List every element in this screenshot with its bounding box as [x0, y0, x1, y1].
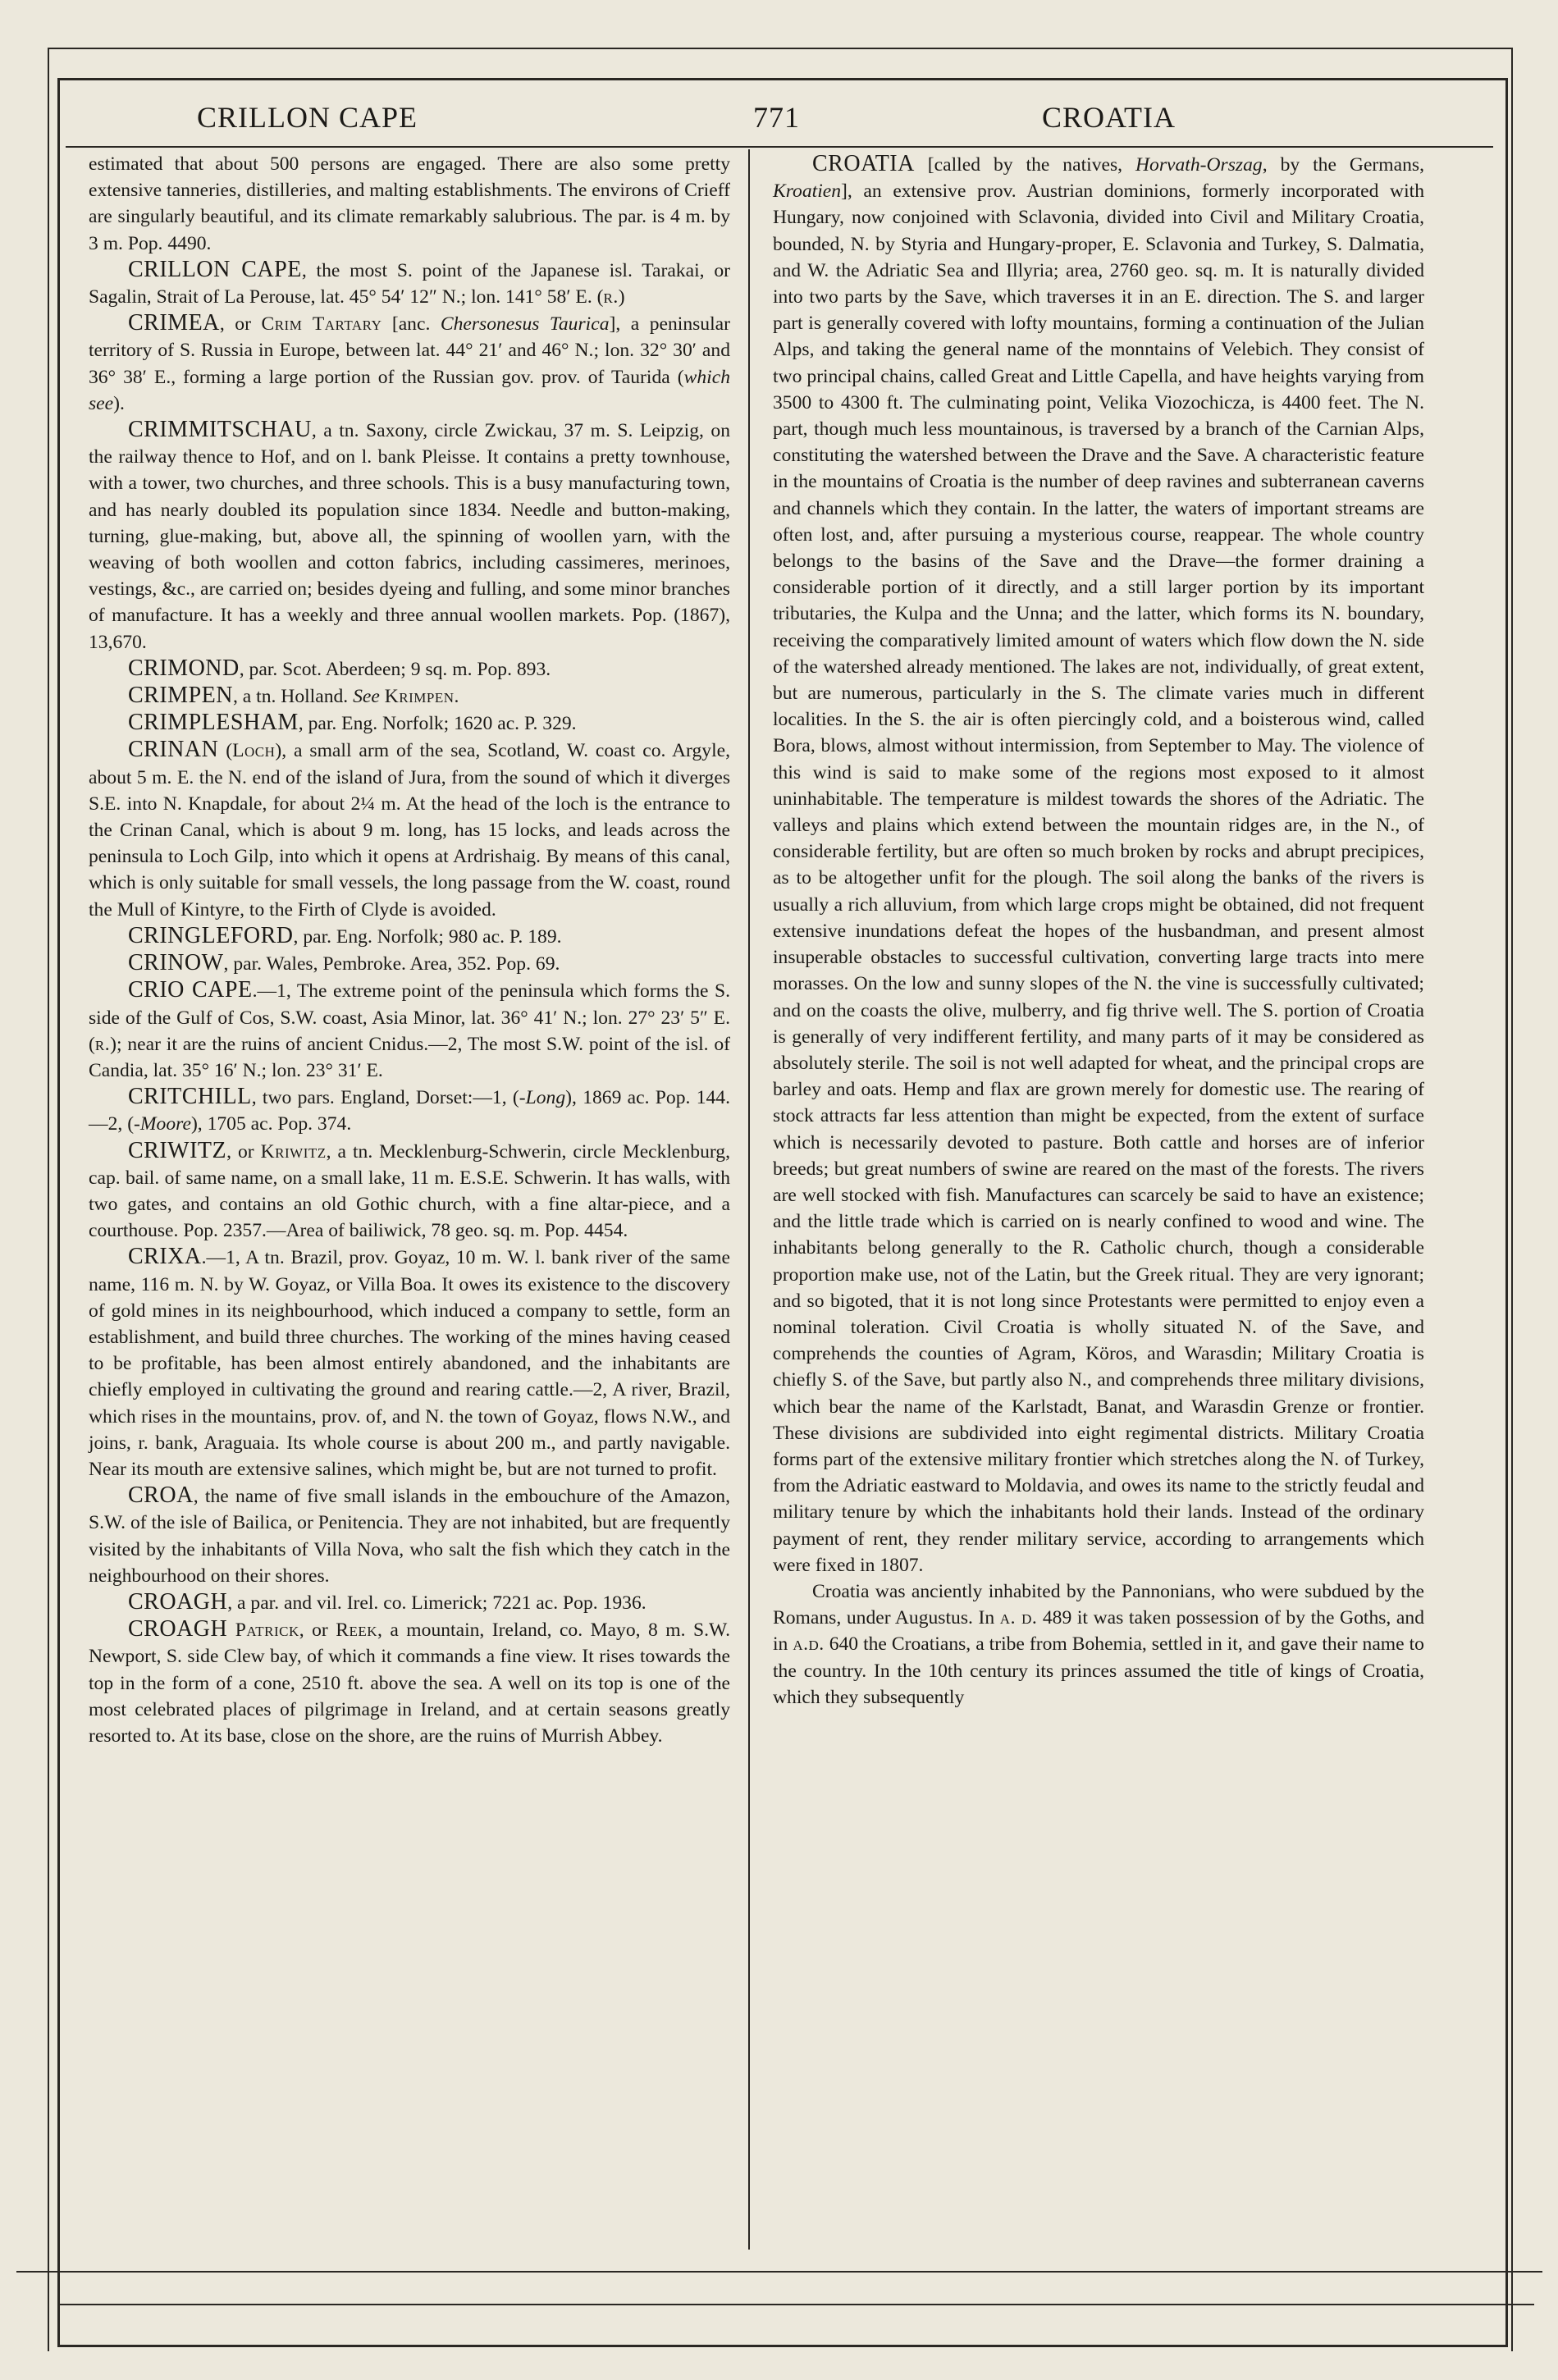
right-column [773, 151, 1424, 1711]
entry-paragraph [773, 151, 1424, 1578]
header-left-title: CRILLON CAPE [197, 101, 418, 134]
page-number: 771 [753, 101, 800, 134]
entry-text: Chersonesus Taurica [440, 313, 610, 336]
entry-paragraph [89, 310, 730, 417]
entry-text: r. [603, 286, 619, 308]
entry-text: .—1, The extreme point of the peninsula which forms the S. side of the Gulf of Cos, S.W. coast, Asia Minor, lat. 36° 41′ N.; lon. 27° 23′ 5″ E. ( [89, 980, 730, 1055]
entry-paragraph [89, 737, 730, 922]
entry-text: ); near it are the ruins of ancient Cnidus.—2, The most S.W. point of the isl. of Candia, lat. 35° 16′ N.; lon. 23° 31′ E. [89, 1033, 730, 1081]
entry-paragraph [89, 1138, 730, 1245]
entry-text: , a tn. Holland. [232, 686, 354, 708]
entry-text: a. d. [999, 1607, 1038, 1629]
entry-paragraph [89, 923, 730, 950]
entry-text: , a par. and vil. Irel. co. Limerick; 7221 ac. Pop. 1936. [227, 1592, 647, 1614]
entry-text [227, 1619, 235, 1641]
entry-text: ) [618, 286, 625, 308]
entry-text: ), a small arm of the sea, Scotland, W. coast co. Argyle, about 5 m. E. the N. end of the island of Jura, from the sound of which it diverges S.E. into N. Knapdale, for about 2¼ m. At the head of the loch is the entrance to the Crinan Canal, which is about 9 m. long, has 15 locks, and leads across the peninsula to Loch Gilp, into which it opens at Ardrishaig. By means of this canal, which is only suitable for small vessels, the long passage from the W. coast, round the Mull of Kintyre, to the Firth of Clyde is avoided. [89, 740, 731, 920]
entry-paragraph [89, 1616, 730, 1749]
entry-text: Horvath-Orszag [1135, 154, 1263, 176]
entry-paragraph [89, 710, 730, 737]
entry-text: a.d. [793, 1633, 825, 1656]
entry-paragraph [89, 151, 730, 257]
entry-text: [called by the natives, [914, 154, 1136, 176]
entry-text: , or [219, 313, 262, 336]
entry-text: -Moore [134, 1113, 191, 1135]
entry-headword: CRILLON CAPE [128, 256, 302, 282]
entry-text: , or [226, 1140, 261, 1163]
entry-headword: CRITCHILL [128, 1084, 252, 1110]
entry-text: -Long [519, 1087, 566, 1109]
entry-text: 640 the Croatians, a tribe from Bohemia, settled in it, and gave their name to the country. In the 10th century its princes assumed the title of kings of Croatia, which they subsequently [773, 1633, 1424, 1708]
entry-paragraph [89, 1084, 730, 1137]
entry-text: ), 1869 ac. Pop. 144.—2, ( [89, 1087, 730, 1135]
entry-headword: CRIMEA [128, 310, 220, 336]
entry-text: , two pars. England, Dorset:—1, ( [251, 1087, 519, 1109]
entry-headword: CROAGH [128, 1616, 228, 1642]
entry-text: ). [113, 392, 125, 414]
entry-paragraph [89, 1482, 730, 1589]
entry-text: which see [89, 366, 730, 414]
entry-paragraph [89, 683, 730, 710]
entry-headword: CROAGH [128, 1588, 228, 1615]
entry-paragraph [89, 257, 730, 310]
entry-text: Kriwitz [260, 1140, 327, 1163]
entry-paragraph [773, 1578, 1424, 1711]
entry-paragraph [89, 1589, 730, 1616]
entry-text: r. [94, 1033, 111, 1055]
entry-text: , par. Eng. Norfolk; 1620 ac. P. 329. [298, 713, 577, 735]
entry-text: ), 1705 ac. Pop. 374. [190, 1113, 352, 1135]
entry-headword: CRINAN [128, 737, 219, 763]
entry-text: ], an extensive prov. Austrian dominions, formerly incorporated with Hungary, now conjoined with Sclavonia, divided into Civil and Military Croatia, bounded, N. by Styria and Hungary-proper, E. Sclavonia and Turkey, S. Dalmatia, and W. the Adriatic Sea and Illyria; area, 2760 geo. sq. m. It is naturally divided into two parts by the Save, which traverses it in an E. direction. The S. and larger part is generally covered with lofty mountains, forming a continuation of the Julian Alps, and taking the general name of the monntains of Velebich. They consist of two principal chains, called Great and Little Capella, and have heights varying from 3500 to 4300 ft. The culminating point, Velika Viozochicza, is 4400 feet. The N. part, though much less mountainous, is traversed by a branch of the Carnian Alps, constituting the watershed between the Drave and the Save. A characteristic feature in the mountains of Croatia is the number of deep ravines and subterranean caverns and channels which they contain. In the latter, the waters of important streams are often lost, and, after pursuing a mysterious course, reappear. The whole country belongs to the basins of the Save and the Drave—the former draining a considerable portion of it directly, and a still larger portion by its important tributaries, the Kulpa and the Unna; and the latter, which forms its N. boundary, receiving the comparatively limited amount of waters which flow down the N. side of the watershed already mentioned. The lakes are not, individually, of great extent, but are numerous, particularly in the S. The climate varies much in different localities. In the S. the air is often piercingly cold, and a boisterous wind, called Bora, blows, almost without intermission, from September to May. The violence of this wind is said to make some of the regions most exposed to it almost uninhabitable. The temperature is mildest towards the shores of the Adriatic. The valleys and plains which extend between the mountain ridges are, in the N., of considerable fertility, but are often so much broken by rocks and abrupt precipices, as to be altogether unfit for the plough. The soil along the banks of the rivers is usually a rich alluvium, from which large crops might be obtained, did not frequent extensive inundations defeat the hopes of the husbandman, and present almost insuperable obstacles to successful cultivation, converting large tracts into mere morasses. On the low and sunny slopes of the N. the vine is successfully cultivated; and on the coasts the olive, mulberry, and fig thrive well. The S. portion of Croatia is generally of very indifferent fertility, and many parts of it may be considered as absolutely sterile. The soil is not well adapted for wheat, and the principal crops are barley and oats. Hemp and flax are grown merely for domestic use. The rearing of stock attracts far less attention than might be expected, from the extent of surface which is necessarily devoted to pasture. Both cattle and horses are of inferior breeds; but great numbers of swine are reared on the mast of the forests. The rivers are well stocked with fish. Manufactures can scarcely be said to have an existence; and the little trade which is carried on is nearly confined to wood and wine. The inhabitants belong generally to the R. Catholic church, though a considerable proportion make use, not of the Latin, but the Greek ritual. They are very ignorant; and so bigoted, that it is not long since Protestants were permitted to enjoy even a nominal toleration. Civil Croatia is wholly situated N. of the Save, and comprehends the counties of Agram, Köros, and Warasdin; Military Croatia is chiefly S. of the Save, but partly also N., and comprehends three military divisions, which bear the name of the Karlstadt, Banat, and Warasdin Grenze or frontier. These divisions are subdivided into eight regimental districts. Military Croatia forms part of the extensive military frontier which stretches along the N. of Turkey, from the Adriatic eastward to Moldavia, and owes its name to the strictly feudal and military tenure by which the inhabitants hold their lands. Instead of the ordinary payment of rent, they render military service, according to arrangements which were fixed in 1807. [773, 180, 1424, 1576]
entry-text: .—1, A tn. Brazil, prov. Goyaz, 10 m. W. l. bank river of the same name, 116 m. N. by W. Goyaz, or Villa Boa. It owes its existence to the discovery of gold mines in its neighbourhood, which induced a company to settle, form an establishment, and build three churches. The working of the mines having ceased to be profitable, has been almost entirely abandoned, and the inhabitants are chiefly employed in cultivating the ground and rearing cattle.—2, A river, Brazil, which rises in the mountains, prov. of, and N. the town of Goyaz, flows N.W., and joins, r. bank, Araguaia. Its whole course is about 200 m., and partly navigable. Near its mouth are extensive salines, which might be, but are not turned to profit. [89, 1247, 730, 1480]
entry-text: ( [218, 740, 233, 762]
entry-text: , by the Germans, [1262, 154, 1424, 176]
entry-text: , par. Wales, Pembroke. Area, 352. Pop. 69. [223, 953, 560, 975]
entry-text: ], a peninsular territory of S. Russia in Europe, between lat. 44° 21′ and 46° N.; lon. 32° 30′ and 36° 38′ E., forming a large portion of the Russian gov. prov. of Taurida ( [89, 313, 730, 388]
entry-text: , or [299, 1619, 336, 1642]
entry-text: , a tn. Saxony, circle Zwickau, 37 m. S. Leipzig, on the railway thence to Hof, and on l. bank Pleisse. It contains a pretty townhouse, with a tower, two churches, and three schools. This is a busy manufacturing town, and has nearly doubled its population since 1834. Needle and button-making, turning, glue-making, but, above all, the spinning of woollen yarn, with the weaving of both woollen and cotton fabrics, including cassimeres, merinoes, vestings, &c., are carried on; besides dyeing and fulling, and some minor branches of manufacture. It has a weekly and three annual woollen markets. Pop. (1867), 13,670. [89, 420, 730, 653]
entry-headword: CROATIA [812, 151, 915, 176]
entry-paragraph [89, 1244, 730, 1482]
entry-headword: CROA [128, 1482, 194, 1509]
entry-text: , par. Scot. Aberdeen; 9 sq. m. Pop. 893. [239, 658, 551, 680]
entry-headword: CRIWITZ [128, 1137, 227, 1163]
entry-headword: CRIO CAPE [128, 977, 253, 1003]
bottom-rule-inner [57, 2304, 1534, 2305]
entry-text: , the most S. point of the Japanese isl. Tarakai, or Sagalin, Strait of La Perouse, lat. 45° 54′ 12″ N.; lon. 141° 58′ E. ( [89, 259, 730, 308]
entry-text: , par. Eng. Norfolk; 980 ac. P. 189. [293, 925, 562, 948]
running-header [82, 100, 1477, 141]
entry-text: Krimpen [384, 686, 455, 708]
entry-headword: CRINOW [128, 950, 224, 976]
entry-text: estimated that about 500 persons are engaged. There are also some pretty extensive tanneries, distilleries, and malting establishments. The environs of Crieff are singularly beautiful, and its climate remarkably salubrious. The par. is 4 m. by 3 m. Pop. 4490. [89, 153, 730, 254]
entry-headword: CRIMPEN [128, 683, 233, 709]
entry-headword: CRIXA [128, 1244, 202, 1270]
entry-paragraph [89, 417, 730, 656]
entry-headword: CRINGLEFORD [128, 922, 294, 948]
entry-text: , the name of five small islands in the embouchure of the Amazon, S.W. of the isle of Bailica, or Penitencia. They are not inhabited, but are frequently visited by the inhabitants of Villa Nova, who salt the fish which they catch in the neighbourhood on their shores. [89, 1486, 730, 1587]
entry-text: , a tn. Mecklenburg-Schwerin, circle Mecklenburg, cap. bail. of same name, on a small lake, 11 m. E.S.E. Schwerin. It has walls, with two gates, and contains an old Gothic church, with a fine altar-piece, and a courthouse. Pop. 2357.—Area of bailiwick, 78 geo. sq. m. Pop. 4454. [89, 1140, 730, 1242]
entry-text: Crim Tartary [261, 313, 382, 336]
bottom-rule-outer [16, 2271, 1542, 2273]
header-rule [66, 146, 1493, 148]
entry-text: , a mountain, Ireland, co. Mayo, 8 m. S.W. Newport, S. side Clew bay, of which it commands a fine view. It rises towards the top in the form of a cone, 2510 ft. above the sea. A well on its top is one of the most celebrated places of pilgrimage in Ireland, and at certain seasons greatly resorted to. At its base, close on the shore, are the ruins of Murrish Abbey. [89, 1619, 730, 1747]
entry-headword: CRIMMITSCHAU [128, 417, 312, 443]
column-divider [748, 149, 750, 2250]
entry-text: Reek [336, 1619, 377, 1642]
entry-text: See [353, 686, 380, 708]
entry-text: 489 it was taken possession of by the Goths, and in [773, 1607, 1424, 1656]
left-column [89, 151, 730, 1749]
entry-paragraph [89, 950, 730, 977]
entry-headword: CRIMOND [128, 655, 240, 681]
entry-headword: CRIMPLESHAM [128, 710, 299, 736]
header-right-title: CROATIA [1042, 101, 1176, 134]
entry-text: Patrick [235, 1619, 299, 1642]
entry-text: . [454, 686, 459, 708]
entry-text: Loch [232, 740, 276, 762]
entry-text: Croatia was anciently inhabited by the Pannonians, who were subdued by the Romans, under Augustus. In [773, 1580, 1424, 1629]
entry-text: [anc. [382, 313, 441, 336]
entry-paragraph [89, 656, 730, 683]
entry-text: Kroatien [773, 180, 842, 203]
entry-paragraph [89, 977, 730, 1084]
